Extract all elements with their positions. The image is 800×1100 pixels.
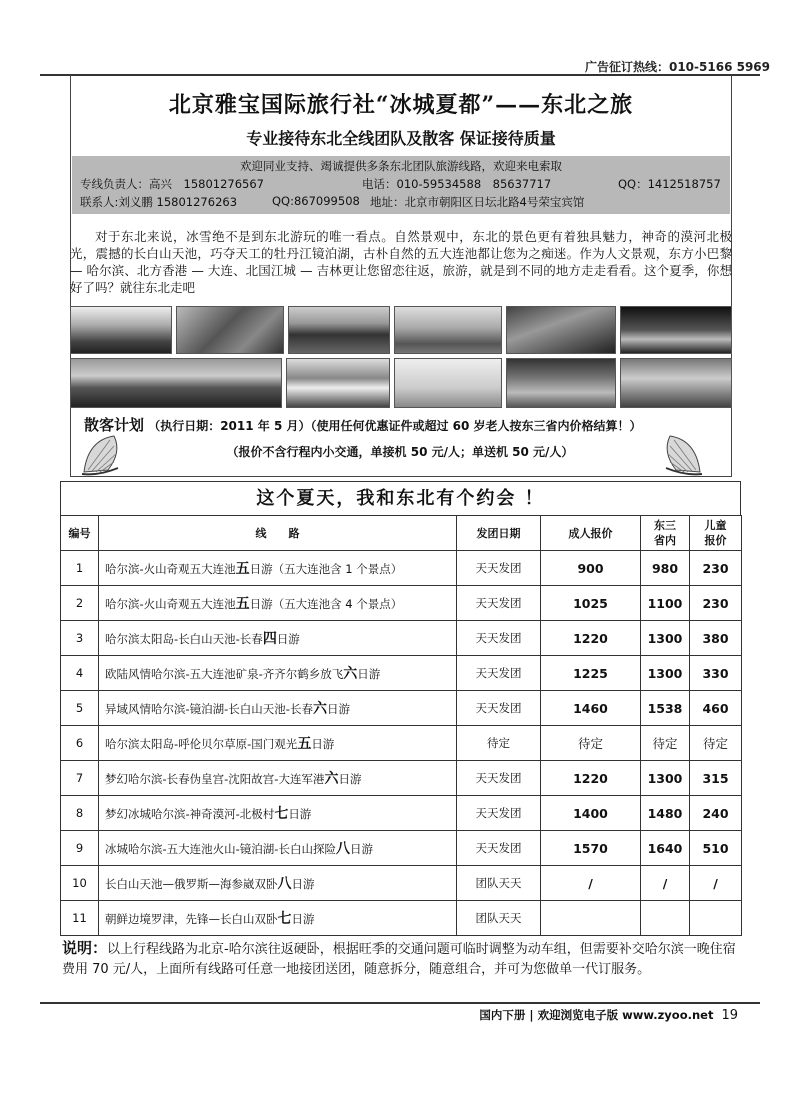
- departure-cell: 待定: [457, 726, 541, 761]
- route-end: 日游: [326, 702, 350, 716]
- route-start: 冰城哈尔滨-五大连池火山-镜泊湖-长白山探险: [105, 842, 336, 856]
- contact-welcome: 欢迎同业支持、竭诚提供多条东北团队旅游线路，欢迎来电索取: [240, 159, 562, 173]
- route-start: 哈尔滨-火山奇观五大连池: [105, 597, 236, 611]
- route-start: 梦幻哈尔滨-长春伪皇宫-沈阳故宫-大连军港: [105, 772, 325, 786]
- plan-title: 散客计划: [84, 416, 145, 434]
- route-cell: [99, 726, 457, 761]
- row-number: 5: [61, 691, 99, 726]
- footer: [479, 1007, 738, 1023]
- photo-crater-lake: [70, 358, 282, 408]
- child-price-cell: 510: [690, 831, 742, 866]
- route-cell: [99, 761, 457, 796]
- row-number: 3: [61, 621, 99, 656]
- route-cell: [99, 551, 457, 586]
- row-number: 1: [61, 551, 99, 586]
- tour-price-table: [60, 515, 742, 936]
- route-start: 朝鲜边境罗津，先锋—长白山双卧: [105, 912, 278, 926]
- ad-hotline: 广告征订热线：010-5166 5969: [584, 60, 770, 74]
- departure-cell: 天天发团: [457, 761, 541, 796]
- adult-price-cell: 1460: [541, 691, 641, 726]
- row-number: 7: [61, 761, 99, 796]
- bottom-divider: [40, 1002, 760, 1004]
- photo-ship: [506, 358, 616, 408]
- route-start: 长白山天池—俄罗斯—海参崴双卧: [105, 877, 278, 891]
- adult-price-cell: 1400: [541, 796, 641, 831]
- route-cell: [99, 586, 457, 621]
- table-row: [61, 726, 742, 761]
- adult-price-cell: 900: [541, 551, 641, 586]
- child-price-cell: 330: [690, 656, 742, 691]
- route-end: 日游（五大连池含 4 个景点）: [249, 597, 403, 611]
- adult-price-cell: 1225: [541, 656, 641, 691]
- photo-coast: [288, 306, 390, 354]
- note-label: 说明：: [62, 939, 108, 957]
- child-price-cell: 315: [690, 761, 742, 796]
- northeast-price-cell: 1100: [641, 586, 690, 621]
- table-row: [61, 901, 742, 936]
- table-row: [61, 586, 742, 621]
- contact-qq: QQ:867099508: [272, 194, 360, 208]
- route-end: 日游: [288, 807, 312, 821]
- table-row: [61, 831, 742, 866]
- photo-church: [176, 306, 284, 354]
- child-price-cell: 240: [690, 796, 742, 831]
- row-number: 9: [61, 831, 99, 866]
- adult-price-cell: 1570: [541, 831, 641, 866]
- route-days: 四: [262, 631, 277, 647]
- header-departure: 发团日期: [457, 516, 541, 551]
- northeast-price-cell: 1480: [641, 796, 690, 831]
- child-price-cell: 230: [690, 586, 742, 621]
- route-days: 五: [235, 561, 250, 577]
- route-days: 七: [274, 806, 289, 822]
- departure-cell: 天天发团: [457, 656, 541, 691]
- route-end: 日游: [357, 667, 381, 681]
- child-price-cell: 230: [690, 551, 742, 586]
- route-end: 日游: [311, 737, 335, 751]
- agency-subtitle: 专业接待东北全线团队及散客 保证接待质量: [246, 129, 556, 148]
- table-row: [61, 796, 742, 831]
- header-route: 线 路: [99, 516, 457, 551]
- table-row: [61, 761, 742, 796]
- row-number: 11: [61, 901, 99, 936]
- departure-cell: 天天发团: [457, 586, 541, 621]
- phone-contact: 电话：010-59534588 85637717: [362, 177, 552, 191]
- table-row: [61, 691, 742, 726]
- child-price-cell: /: [690, 866, 742, 901]
- route-cell: [99, 691, 457, 726]
- table-title: 这个夏天，我和东北有个约会 ！: [60, 481, 741, 515]
- table-header-row: [61, 516, 742, 551]
- departure-cell: 天天发团: [457, 621, 541, 656]
- row-number: 6: [61, 726, 99, 761]
- adult-price-cell: [541, 901, 641, 936]
- northeast-price-cell: 1300: [641, 656, 690, 691]
- photo-boats: [506, 306, 616, 354]
- northeast-price-cell: 1300: [641, 761, 690, 796]
- child-price-cell: 460: [690, 691, 742, 726]
- route-end: 日游: [349, 842, 373, 856]
- photo-landscape: [70, 306, 172, 354]
- row-number: 2: [61, 586, 99, 621]
- route-days: 六: [312, 701, 327, 717]
- route-cell: [99, 831, 457, 866]
- route-days: 七: [277, 911, 292, 927]
- tour-table: [60, 481, 741, 936]
- adult-price-cell: 1220: [541, 761, 641, 796]
- route-end: 日游: [291, 912, 315, 926]
- northeast-price-cell: /: [641, 866, 690, 901]
- departure-cell: 团队天天: [457, 901, 541, 936]
- photo-beach: [620, 358, 732, 408]
- route-cell: [99, 656, 457, 691]
- departure-cell: 天天发团: [457, 796, 541, 831]
- route-days: 六: [324, 771, 339, 787]
- plan-line: [84, 414, 642, 435]
- row-number: 4: [61, 656, 99, 691]
- row-number: 8: [61, 796, 99, 831]
- route-days: 五: [297, 736, 312, 752]
- child-price-cell: [690, 901, 742, 936]
- route-start: 梦幻冰城哈尔滨-神奇漠河-北极村: [105, 807, 275, 821]
- departure-cell: 天天发团: [457, 691, 541, 726]
- northeast-price-cell: 待定: [641, 726, 690, 761]
- route-start: 哈尔滨-火山奇观五大连池: [105, 562, 236, 576]
- qq-contact: QQ：1412518757: [618, 177, 721, 191]
- photo-cranes: [394, 358, 502, 408]
- contact-address: 地址：北京市朝阳区日坛北路4号荣宝宾馆: [370, 195, 585, 209]
- table-row: [61, 656, 742, 691]
- contact-person: 联系人:刘义鹏 15801276263: [80, 195, 238, 209]
- route-cell: [99, 866, 457, 901]
- plan-period: （执行日期：2011 年 5 月）（使用任何优惠证件或超过 60 岁老人按东三省内价格结算！）: [148, 419, 642, 433]
- contact-panel: [72, 156, 730, 214]
- table-row: [61, 866, 742, 901]
- row-number: 10: [61, 866, 99, 901]
- footer-text: 国内下册 | 欢迎浏览电子版 www.zyoo.net: [479, 1008, 714, 1022]
- route-end: 日游（五大连池含 1 个景点）: [249, 562, 403, 576]
- route-days: 五: [235, 596, 250, 612]
- adult-price-cell: 1025: [541, 586, 641, 621]
- agency-title: 北京雅宝国际旅行社“冰城夏都”——东北之旅: [168, 92, 634, 118]
- northeast-price-cell: 980: [641, 551, 690, 586]
- route-end: 日游: [291, 877, 315, 891]
- manager-contact: 专线负责人：高兴 15801276567: [80, 177, 264, 191]
- photo-waterfall: [286, 358, 390, 408]
- header-no: 编号: [61, 516, 99, 551]
- route-cell: [99, 621, 457, 656]
- northeast-price-cell: [641, 901, 690, 936]
- northeast-price-cell: 1538: [641, 691, 690, 726]
- route-days: 六: [343, 666, 358, 682]
- northeast-price-cell: 1300: [641, 621, 690, 656]
- adult-price-cell: 1220: [541, 621, 641, 656]
- route-cell: [99, 796, 457, 831]
- departure-cell: 天天发团: [457, 551, 541, 586]
- child-price-cell: 待定: [690, 726, 742, 761]
- route-end: 日游: [338, 772, 362, 786]
- photo-lake: [394, 306, 502, 354]
- page-number: 19: [721, 1008, 738, 1023]
- northeast-price-cell: 1640: [641, 831, 690, 866]
- departure-cell: 团队天天: [457, 866, 541, 901]
- header-child-price: 儿童 报价: [690, 516, 742, 551]
- photo-night-city: [620, 306, 732, 354]
- table-row: [61, 551, 742, 586]
- route-start: 欧陆风情哈尔滨-五大连池矿泉-齐齐尔鹤乡放飞: [105, 667, 344, 681]
- route-start: 哈尔滨太阳岛-长白山天池-长春: [105, 632, 263, 646]
- intro-paragraph: 对于东北来说，冰雪绝不是到东北游玩的唯一看点。自然景观中，东北的景色更有着独具魅力，神奇的漠河北极光，震撼的长白山天池，巧夺天工的牡丹江镜泊湖，古朴自然的五大连池都让您为之痴迷。作为人文景观，东方小巴黎 — 哈尔滨、北方香港 — 大连、北国江城 — 吉林更让您留恋往返，旅游，就是到不同的地方走走看看。这个夏季，你想好了吗？就往东北走吧: [70, 229, 732, 295]
- photo-collage: [70, 306, 732, 408]
- route-end: 日游: [276, 632, 300, 646]
- route-days: 八: [277, 876, 292, 892]
- route-start: 哈尔滨太阳岛-呼伦贝尔草原-国门观光: [105, 737, 298, 751]
- departure-cell: 天天发团: [457, 831, 541, 866]
- child-price-cell: 380: [690, 621, 742, 656]
- note-block: [62, 938, 748, 980]
- adult-price-cell: /: [541, 866, 641, 901]
- header-adult-price: 成人报价: [541, 516, 641, 551]
- note-text: 以上行程线路为北京-哈尔滨往返硬卧，根据旺季的交通问题可临时调整为动车组，但需要补交哈尔滨一晚住宿费用 70 元/人，上面所有线路可任意一地接团送团，随意拆分，随意组合，并可为您做单一代订服务。: [62, 942, 736, 977]
- route-start: 异域风情哈尔滨-镜泊湖-长白山天池-长春: [105, 702, 313, 716]
- route-cell: [99, 901, 457, 936]
- table-row: [61, 621, 742, 656]
- price-note: （报价不含行程内小交通，单接机 50 元/人；单送机 50 元/人）: [226, 445, 574, 459]
- adult-price-cell: 待定: [541, 726, 641, 761]
- route-days: 八: [335, 841, 350, 857]
- header-northeast-price: 东三 省内: [641, 516, 690, 551]
